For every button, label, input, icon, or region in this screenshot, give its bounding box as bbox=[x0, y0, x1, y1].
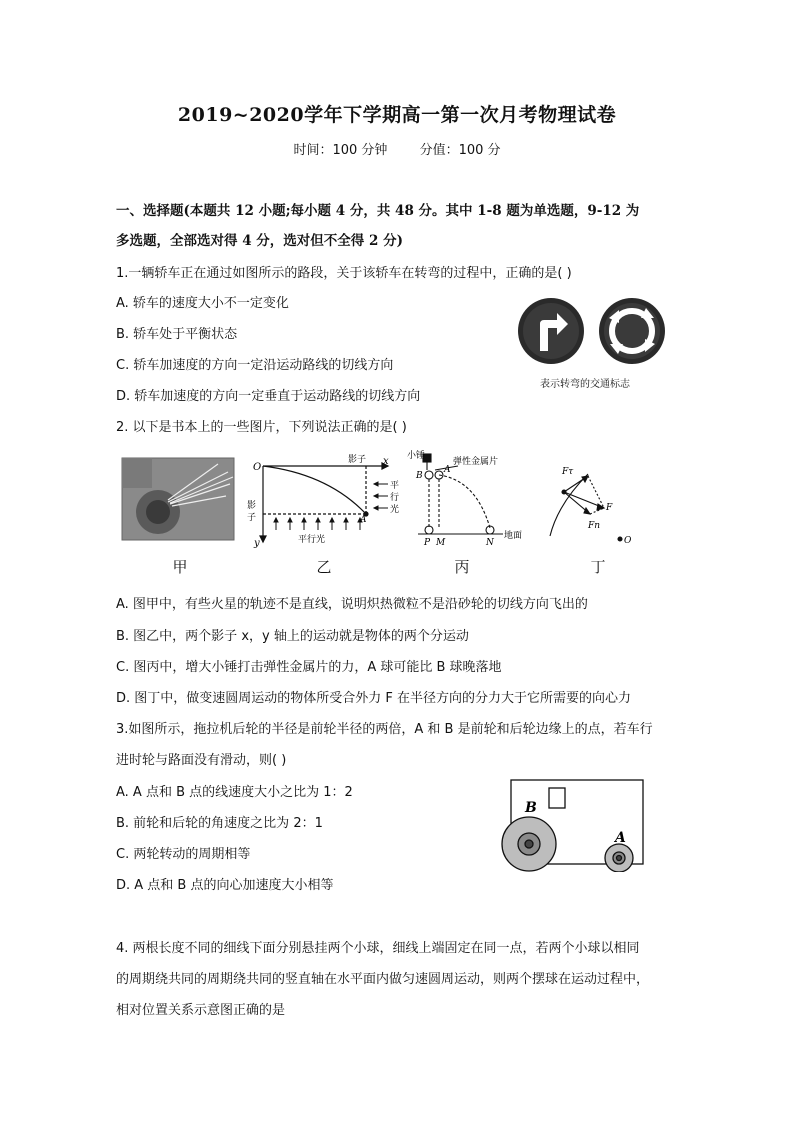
projectile-shadow-diagram bbox=[260, 463, 388, 542]
q3-option-a: A. A 点和 B 点的线速度大小之比为 1：2 bbox=[116, 785, 353, 800]
q1-option-d: D. 轿车加速度的方向一定垂直于运动路线的切线方向 bbox=[116, 389, 421, 404]
bing-label-M: M bbox=[436, 538, 446, 548]
q2-option-a: A. 图甲中，有些火星的轨迹不是直线，说明炽热微粒不是沿砂轮的切线方向飞出的 bbox=[116, 597, 588, 612]
bing-label-B: B bbox=[416, 471, 423, 481]
q3-option-d: D. A 点和 B 点的向心加速度大小相等 bbox=[116, 878, 334, 893]
q2-stem: 2. 以下是书本上的一些图片，下列说法正确的是( ) bbox=[116, 420, 407, 435]
yi-label-shadow-left: 影 bbox=[247, 501, 257, 511]
section-heading-line1: 一、选择题(本题共 12 小题;每小题 4 分，共 48 分。其中 1-8 题为单选题，9-12 为 bbox=[116, 203, 640, 219]
ding-label-F: F bbox=[606, 503, 613, 513]
bing-label-A: A bbox=[444, 465, 451, 475]
q1-option-a: A. 轿车的速度大小不一定变化 bbox=[116, 296, 289, 311]
q3-tractor-figure bbox=[495, 772, 655, 872]
q3-label-B: B bbox=[525, 800, 537, 816]
bing-label-hammer: 小锤 bbox=[407, 451, 426, 461]
ding-label-Fn: Fn bbox=[588, 521, 601, 531]
yi-label-parallel-right-2: 行 bbox=[390, 493, 400, 503]
q1-option-b: B. 轿车处于平衡状态 bbox=[116, 327, 238, 342]
q2-figures bbox=[118, 444, 678, 554]
q2-option-c: C. 图丙中，增大小锤打击弹性金属片的力，A 球可能比 B 球晚落地 bbox=[116, 660, 502, 675]
q2-option-b: B. 图乙中，两个影子 x，y 轴上的运动就是物体的两个分运动 bbox=[116, 629, 469, 644]
turn-right-sign-icon bbox=[518, 298, 584, 364]
yi-label-x: x bbox=[383, 456, 389, 467]
ding-label-O: O bbox=[624, 536, 632, 546]
q3-label-A: A bbox=[615, 830, 626, 846]
yi-label-O: O bbox=[253, 462, 262, 473]
yi-label-parallel-bottom: 平行光 bbox=[298, 535, 326, 545]
bing-label-P: P bbox=[424, 538, 431, 548]
q3-stem-line1: 3.如图所示，拖拉机后轮的半径是前轮半径的两倍，A 和 B 是前轮和后轮边缘上的点，若车行 bbox=[116, 722, 653, 737]
q1-option-c: C. 轿车加速度的方向一定沿运动路线的切线方向 bbox=[116, 358, 394, 373]
roundabout-sign-icon bbox=[599, 298, 665, 364]
q1-stem: 1.一辆轿车正在通过如图所示的路段，关于该轿车在转弯的过程中，正确的是( ) bbox=[116, 266, 572, 281]
bing-label-plate: 弹性金属片 bbox=[453, 457, 499, 467]
exam-title: 2019~2020学年下学期高一第一次月考物理试卷 bbox=[177, 104, 617, 126]
yi-label-y: y bbox=[254, 538, 260, 549]
section-heading-line2: 多选题，全部选对得 4 分，选对但不全得 2 分) bbox=[116, 233, 403, 249]
q1-traffic-signs-figure bbox=[512, 296, 672, 366]
bing-label-ground: 地面 bbox=[504, 531, 523, 541]
ding-label-Ft: Fτ bbox=[562, 467, 574, 477]
exam-time: 时间：100 分钟 bbox=[293, 143, 388, 158]
q2-caption-jia: 甲 bbox=[172, 558, 188, 576]
q2-caption-ding: 丁 bbox=[590, 558, 606, 576]
q2-option-d: D. 图丁中，做变速圆周运动的物体所受合外力 F 在半径方向的分力大于它所需要的向心力 bbox=[116, 691, 632, 706]
q2-caption-yi: 乙 bbox=[316, 558, 332, 576]
q1-figure-caption: 表示转弯的交通标志 bbox=[540, 379, 630, 390]
exam-score: 分值：100 分 bbox=[419, 143, 501, 158]
yi-label-parallel-right-3: 光 bbox=[390, 505, 400, 515]
yi-label-shadow-left-2: 子 bbox=[247, 513, 257, 523]
bing-label-N: N bbox=[486, 538, 494, 548]
q2-caption-bing: 丙 bbox=[454, 558, 470, 576]
yi-label-A: A bbox=[360, 515, 367, 525]
exam-info bbox=[0, 139, 794, 158]
q4-line1: 4. 两根长度不同的细线下面分别悬挂两个小球，细线上端固定在同一点，若两个小球以相同 bbox=[116, 941, 640, 956]
yi-label-shadow-top: 影子 bbox=[348, 455, 367, 465]
q3-option-c: C. 两轮转动的周期相等 bbox=[116, 847, 251, 862]
yi-label-parallel-right: 平 bbox=[390, 481, 400, 491]
q3-stem-line2: 进时轮与路面没有滑动，则( ) bbox=[116, 753, 287, 768]
q4-line3: 相对位置关系示意图正确的是 bbox=[116, 1003, 286, 1018]
q3-option-b: B. 前轮和后轮的角速度之比为 2：1 bbox=[116, 816, 323, 831]
grinding-wheel-photo bbox=[122, 458, 234, 540]
q4-line2: 的周期绕共同的周期绕共同的竖直轴在水平面内做匀速圆周运动，则两个摆球在运动过程中， bbox=[116, 972, 650, 987]
